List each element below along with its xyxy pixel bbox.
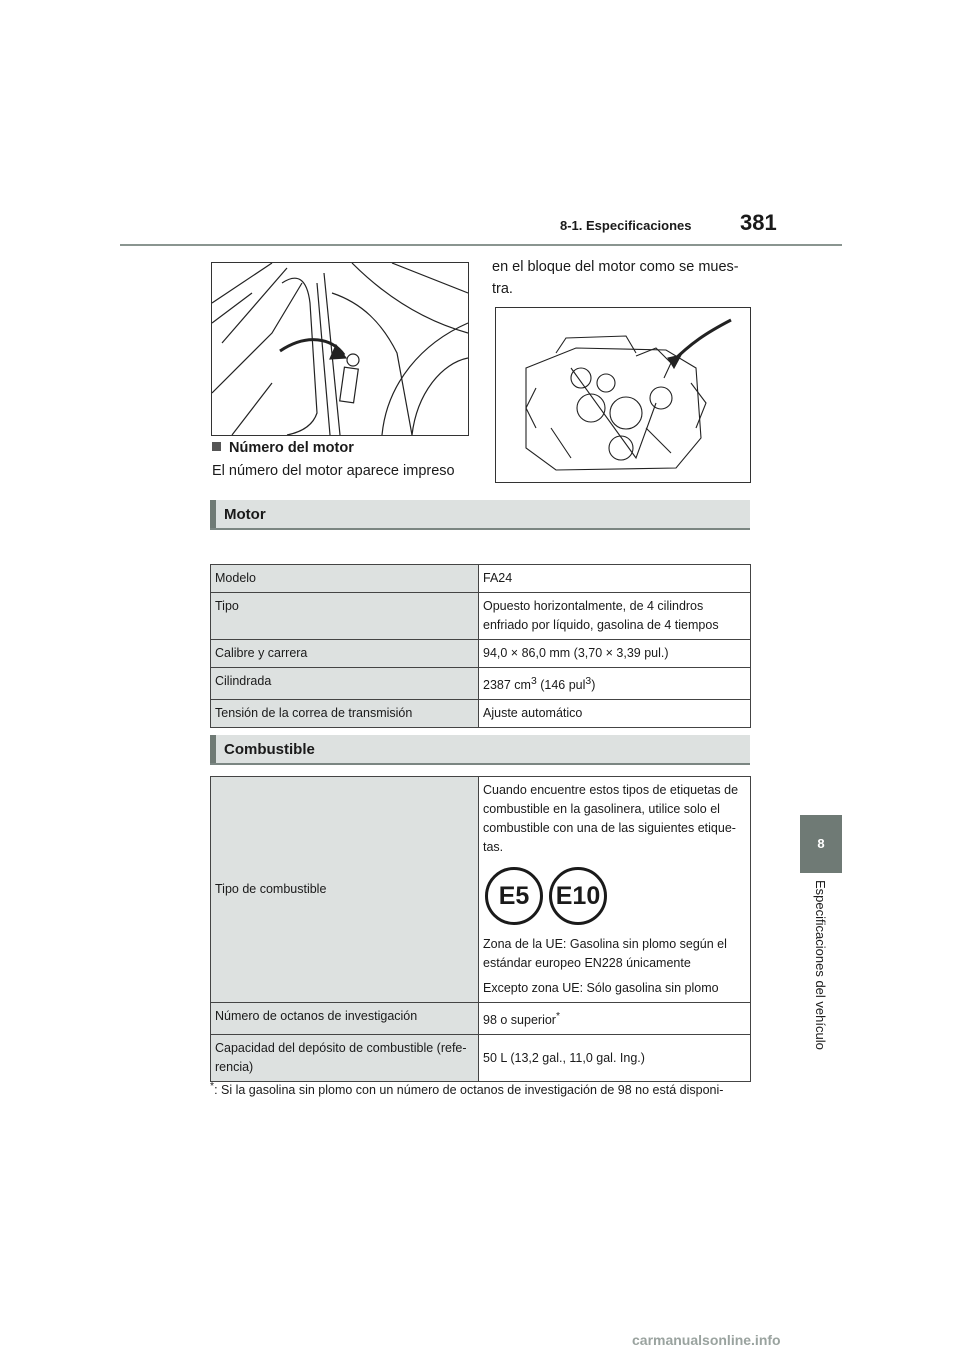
section-accent (210, 500, 216, 528)
spec-label: Tipo de combustible (211, 777, 479, 1003)
table-row (211, 1035, 751, 1082)
table-row (211, 640, 751, 668)
table-row (211, 1003, 751, 1035)
engine-number-subheading: Número del motor (212, 440, 354, 456)
fuel-section-header (210, 735, 750, 765)
motor-section-title: Motor (224, 506, 266, 523)
spec-value: 98 o superior* (479, 1003, 751, 1035)
fuel-label-e5-icon: E5 (485, 867, 543, 925)
spec-label: Tipo (211, 593, 479, 640)
chapter-number: 8 (817, 836, 825, 851)
non-eu-zone-text: Excepto zona UE: Sólo gasolina sin plomo (483, 981, 719, 995)
spec-value: Ajuste automático (479, 700, 751, 728)
spec-label: Modelo (211, 565, 479, 593)
continuation-text: en el bloque del motor como se mues- tra. (492, 259, 739, 297)
fuel-label-instructions: Cuando encuentre estos tipos de etiquetas de combustible en la gasolinera, utilice solo el combustible con una de las siguientes etique- tas. (483, 783, 739, 854)
spec-value: 50 L (13,2 gal., 11,0 gal. Ing.) (479, 1035, 751, 1082)
footnote: *: Si la gasolina sin plomo con un número de octanos de investigación de 98 no está disponi- (210, 1081, 724, 1098)
spec-label: Cilindrada (211, 668, 479, 700)
eu-zone-text: Zona de la UE: Gasolina sin plomo según el estándar europeo EN228 únicamente (483, 937, 727, 970)
table-row (211, 668, 751, 700)
spec-label: Capacidad del depósito de combustible (refe- rencia) (211, 1035, 479, 1082)
table-row (211, 700, 751, 728)
fuel-badges (485, 867, 746, 925)
motor-spec-table (210, 564, 751, 728)
spec-value: 2387 $cm^3$ (146 pul$^3$) (479, 668, 751, 700)
spec-label: Calibre y carrera (211, 640, 479, 668)
table-row (211, 777, 751, 1003)
watermark: carmanualsonline.info (632, 1332, 781, 1348)
motor-section-header (210, 500, 750, 530)
section-title: 8-1. Especificaciones (560, 218, 692, 233)
fuel-section-title: Combustible (224, 741, 315, 758)
engine-number-paragraph: El número del motor aparece impreso (212, 463, 455, 479)
page-number: 381 (740, 210, 777, 235)
spec-value: FA24 (479, 565, 751, 593)
spec-label: Número de octanos de investigación (211, 1003, 479, 1035)
vehicle-plate-illustration (211, 262, 469, 436)
spec-value (479, 777, 751, 1003)
header-divider (120, 244, 842, 246)
fuel-spec-table (210, 776, 751, 1082)
fuel-label-e10-icon: E10 (549, 867, 607, 925)
bullet-square-icon (212, 442, 221, 451)
table-row (211, 593, 751, 640)
spec-value: 94,0 × 86,0 mm (3,70 × 3,39 pul.) (479, 640, 751, 668)
table-row (211, 565, 751, 593)
spec-value: Opuesto horizontalmente, de 4 cilindros enfriado por líquido, gasolina de 4 tiempos (479, 593, 751, 640)
chapter-label: Especificaciones del vehículo (813, 880, 828, 1050)
spec-label: Tensión de la correa de transmisión (211, 700, 479, 728)
section-accent (210, 735, 216, 763)
engine-illustration (495, 307, 751, 483)
